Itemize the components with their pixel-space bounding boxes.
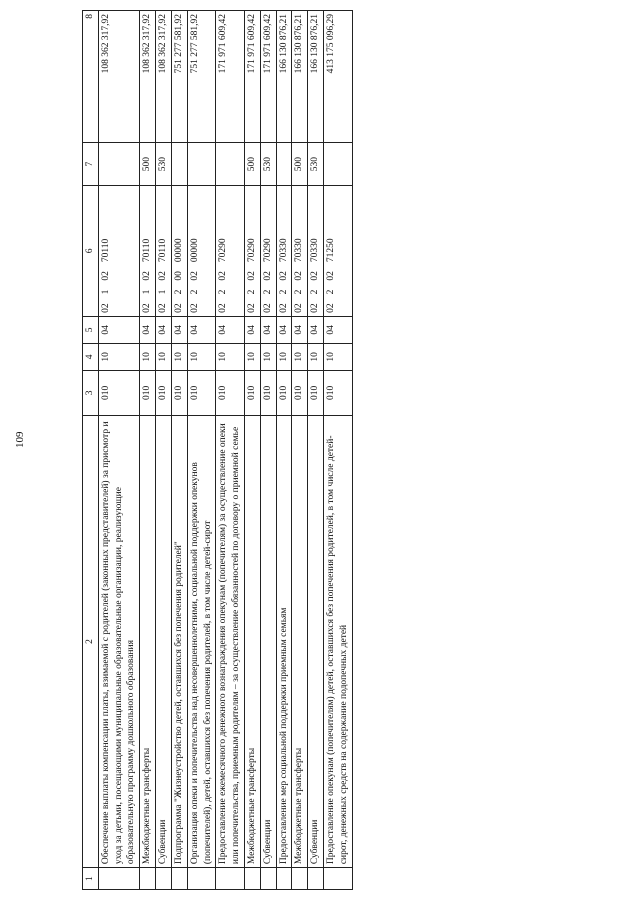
row-section-cell: 10 xyxy=(324,343,353,370)
target-article-part: 00 xyxy=(173,271,184,281)
row-amount-cell: 171 971 609,42 xyxy=(260,11,276,143)
row-section-cell: 10 xyxy=(292,343,308,370)
row-section-cell: 10 xyxy=(216,343,245,370)
header-col-3: 3 xyxy=(83,370,99,415)
row-expense-type-cell xyxy=(187,143,216,185)
header-col-2: 2 xyxy=(83,415,99,867)
row-target-article-cell xyxy=(276,185,292,316)
target-article-part: 70110 xyxy=(100,238,111,263)
row-subsection-cell: 04 xyxy=(216,316,245,343)
row-target-article-cell xyxy=(187,185,216,316)
target-article-part: 2 xyxy=(246,289,257,295)
row-ministry-code-cell: 010 xyxy=(308,370,324,415)
target-article-part: 02 xyxy=(100,271,111,281)
row-target-article-cell xyxy=(171,185,187,316)
row-expense-type-cell: 530 xyxy=(156,143,172,185)
header-col-4: 4 xyxy=(83,343,99,370)
row-name-cell: Субвенции xyxy=(260,415,276,867)
row-amount-cell: 171 971 609,42 xyxy=(216,11,245,143)
row-name-cell: Организация опеки и попечительства над несовершеннолетними, социальной поддержки опекунов (попечителей), детей, оставшихся без попечения родителей, в том числе детей-сирот xyxy=(187,415,216,867)
table-row xyxy=(216,11,245,890)
row-name-cell: Предоставление ежемесячного денежного вознаграждения опекунам (попечителям) за осуществление опеки или попечительства, приемным родителям – за осуществление обязанностей по договору о приемной семье xyxy=(216,415,245,867)
target-article-part: 02 xyxy=(218,303,229,313)
target-article-part: 02 xyxy=(189,271,200,281)
budget-table xyxy=(82,10,353,890)
target-article-part: 2 xyxy=(173,289,184,295)
table-row xyxy=(292,11,308,890)
row-number-cell xyxy=(324,868,353,890)
header-col-5: 5 xyxy=(83,316,99,343)
table-row xyxy=(156,11,172,890)
table-row xyxy=(98,11,139,890)
target-article-part: 2 xyxy=(278,289,289,295)
row-number-cell xyxy=(244,868,260,890)
target-article-part: 02 xyxy=(158,303,169,313)
target-article-part: 1 xyxy=(158,289,169,295)
target-article-part: 70290 xyxy=(218,238,229,263)
target-article-part: 2 xyxy=(218,289,229,295)
row-expense-type-cell xyxy=(171,143,187,185)
row-amount-cell: 108 362 317,92 xyxy=(156,11,172,143)
target-article-part: 02 xyxy=(189,303,200,313)
target-article-part: 2 xyxy=(189,289,200,295)
table-row xyxy=(244,11,260,890)
row-subsection-cell: 04 xyxy=(260,316,276,343)
row-subsection-cell: 04 xyxy=(244,316,260,343)
row-subsection-cell: 04 xyxy=(292,316,308,343)
row-name-cell: Межбюджетные трансферты xyxy=(244,415,260,867)
row-target-article-cell xyxy=(98,185,139,316)
row-ministry-code-cell: 010 xyxy=(140,370,156,415)
header-col-1: 1 xyxy=(83,868,99,890)
target-article-part: 02 xyxy=(310,271,321,281)
row-name-cell: Межбюджетные трансферты xyxy=(140,415,156,867)
target-article-part: 70110 xyxy=(158,238,169,263)
row-target-article-cell xyxy=(308,185,324,316)
table-row xyxy=(260,11,276,890)
row-expense-type-cell: 500 xyxy=(140,143,156,185)
target-article-part: 2 xyxy=(310,289,321,295)
row-ministry-code-cell: 010 xyxy=(292,370,308,415)
row-subsection-cell: 04 xyxy=(140,316,156,343)
target-article-part: 02 xyxy=(294,303,305,313)
row-expense-type-cell: 500 xyxy=(292,143,308,185)
row-ministry-code-cell: 010 xyxy=(156,370,172,415)
row-ministry-code-cell: 010 xyxy=(244,370,260,415)
row-number-cell xyxy=(308,868,324,890)
row-ministry-code-cell: 010 xyxy=(216,370,245,415)
page-number: 109 xyxy=(14,431,26,448)
row-name-cell: Предоставление мер социальной поддержки приемным семьям xyxy=(276,415,292,867)
target-article-part: 70330 xyxy=(278,238,289,263)
row-subsection-cell: 04 xyxy=(187,316,216,343)
target-article-part: 00000 xyxy=(173,238,184,263)
target-article-part: 2 xyxy=(326,289,336,295)
row-expense-type-cell xyxy=(324,143,353,185)
row-target-article-cell xyxy=(260,185,276,316)
target-article-part: 02 xyxy=(278,271,289,281)
target-article-part: 70330 xyxy=(294,238,305,263)
target-article-part: 02 xyxy=(246,271,257,281)
target-article-part: 02 xyxy=(278,303,289,313)
row-ministry-code-cell: 010 xyxy=(171,370,187,415)
row-subsection-cell: 04 xyxy=(98,316,139,343)
target-article-part: 02 xyxy=(158,271,169,281)
row-ministry-code-cell: 010 xyxy=(276,370,292,415)
row-target-article-cell xyxy=(324,185,353,316)
row-ministry-code-cell: 010 xyxy=(260,370,276,415)
row-section-cell: 10 xyxy=(244,343,260,370)
target-article-part: 02 xyxy=(173,303,184,313)
row-name-cell: Субвенции xyxy=(308,415,324,867)
header-col-6: 6 xyxy=(83,185,99,316)
target-article-part: 02 xyxy=(100,303,111,313)
row-section-cell: 10 xyxy=(98,343,139,370)
row-ministry-code-cell: 010 xyxy=(324,370,353,415)
target-article-part: 70110 xyxy=(142,238,153,263)
row-name-cell: Предоставление опекунам (попечителям) детей, оставшихся без попечения родителей, в том числе детей-сирот, денежных средств на содержание подопечных детей xyxy=(324,415,353,867)
row-name-cell: Подпрограмма "Жизнеустройство детей, оставшихся без попечения родителей" xyxy=(171,415,187,867)
table-row xyxy=(171,11,187,890)
target-article-part: 02 xyxy=(142,303,153,313)
row-number-cell xyxy=(140,868,156,890)
row-amount-cell: 166 130 876,21 xyxy=(308,11,324,143)
target-article-part: 02 xyxy=(310,303,321,313)
row-section-cell: 10 xyxy=(171,343,187,370)
row-number-cell xyxy=(260,868,276,890)
target-article-part: 02 xyxy=(218,271,229,281)
row-section-cell: 10 xyxy=(308,343,324,370)
table-row xyxy=(324,11,353,890)
target-article-part: 70330 xyxy=(310,238,321,263)
row-number-cell xyxy=(171,868,187,890)
row-expense-type-cell xyxy=(98,143,139,185)
row-amount-cell: 166 130 876,21 xyxy=(292,11,308,143)
row-number-cell xyxy=(292,868,308,890)
row-section-cell: 10 xyxy=(260,343,276,370)
target-article-part: 70290 xyxy=(246,238,257,263)
row-amount-cell: 171 971 609,42 xyxy=(244,11,260,143)
row-target-article-cell xyxy=(216,185,245,316)
row-amount-cell: 108 362 317,92 xyxy=(98,11,139,143)
row-section-cell: 10 xyxy=(140,343,156,370)
row-expense-type-cell xyxy=(216,143,245,185)
target-article-part: 02 xyxy=(326,303,336,313)
row-section-cell: 10 xyxy=(276,343,292,370)
table-row xyxy=(276,11,292,890)
row-amount-cell: 108 362 317,92 xyxy=(140,11,156,143)
row-expense-type-cell: 530 xyxy=(260,143,276,185)
row-name-cell: Межбюджетные трансферты xyxy=(292,415,308,867)
table-row xyxy=(187,11,216,890)
row-subsection-cell: 04 xyxy=(308,316,324,343)
row-amount-cell: 166 130 876,21 xyxy=(276,11,292,143)
target-article-part: 02 xyxy=(294,271,305,281)
row-number-cell xyxy=(156,868,172,890)
row-name-cell: Субвенции xyxy=(156,415,172,867)
row-subsection-cell: 04 xyxy=(276,316,292,343)
row-section-cell: 10 xyxy=(156,343,172,370)
row-subsection-cell: 04 xyxy=(171,316,187,343)
target-article-part: 1 xyxy=(142,289,153,295)
row-expense-type-cell: 500 xyxy=(244,143,260,185)
target-article-part: 71250 xyxy=(326,238,336,263)
target-article-part: 00000 xyxy=(189,238,200,263)
target-article-part: 02 xyxy=(142,271,153,281)
row-subsection-cell: 04 xyxy=(324,316,353,343)
row-expense-type-cell: 530 xyxy=(308,143,324,185)
row-target-article-cell xyxy=(140,185,156,316)
header-col-7: 7 xyxy=(83,143,99,185)
row-target-article-cell xyxy=(292,185,308,316)
row-subsection-cell: 04 xyxy=(156,316,172,343)
target-article-part: 70290 xyxy=(262,238,273,263)
row-target-article-cell xyxy=(244,185,260,316)
row-ministry-code-cell: 010 xyxy=(98,370,139,415)
row-target-article-cell xyxy=(156,185,172,316)
row-number-cell xyxy=(216,868,245,890)
target-article-part: 2 xyxy=(262,289,273,295)
row-name-cell: Обеспечение выплаты компенсации платы, взимаемой с родителей (законных представителей) за присмотр и уход за детьми, посещающими муниципальные образовательные организации, реализующие образовательную программу дошкольного образования xyxy=(98,415,139,867)
row-number-cell xyxy=(187,868,216,890)
table-row xyxy=(140,11,156,890)
row-number-cell xyxy=(276,868,292,890)
row-ministry-code-cell: 010 xyxy=(187,370,216,415)
target-article-part: 02 xyxy=(262,303,273,313)
row-section-cell: 10 xyxy=(187,343,216,370)
target-article-part: 1 xyxy=(100,289,111,295)
table-body xyxy=(98,11,352,890)
target-article-part: 02 xyxy=(262,271,273,281)
budget-table-rotated xyxy=(82,10,353,890)
table-row xyxy=(308,11,324,890)
target-article-part: 02 xyxy=(246,303,257,313)
row-number-cell xyxy=(98,868,139,890)
row-amount-cell: 413 175 096,29 xyxy=(324,11,353,143)
row-amount-cell: 751 277 581,92 xyxy=(171,11,187,143)
target-article-part: 02 xyxy=(326,271,336,281)
row-amount-cell: 751 277 581,92 xyxy=(187,11,216,143)
row-expense-type-cell xyxy=(276,143,292,185)
target-article-part: 2 xyxy=(294,289,305,295)
table-header-row xyxy=(83,11,99,890)
header-col-8: 8 xyxy=(83,11,99,143)
